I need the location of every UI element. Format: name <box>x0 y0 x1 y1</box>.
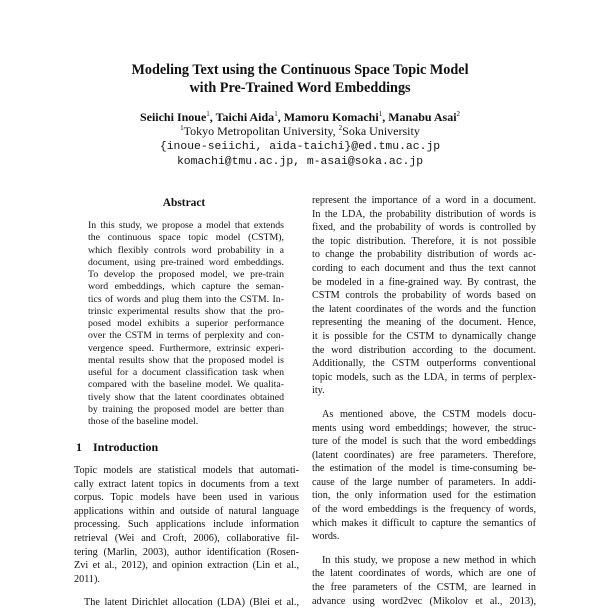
text-line: processing. Such applications include information <box>74 519 299 531</box>
text-line: tion, the only information used for the estimation <box>312 490 536 502</box>
text-line: of the word embeddings is the frequency of words, <box>312 504 536 516</box>
paragraph-gap <box>312 398 536 408</box>
text-line: 2011). <box>74 573 100 585</box>
text-line: (latent coordinates) are free parameters. Therefore, <box>312 449 536 461</box>
title-line-2: with Pre-Trained Word Embeddings <box>189 80 411 96</box>
affiliation-mark: 1 <box>378 110 383 118</box>
affiliations: $^1$Tokyo Metropolitan University, $^2$Soka University <box>180 124 420 138</box>
text-line: topic models, such as the LDA, in terms of perplex- <box>312 371 536 383</box>
text-line: cording to each document and thus the text cannot <box>312 262 536 274</box>
text-line: cause of the large number of parameters. In addi- <box>312 476 536 488</box>
text-line: In the LDA, the probability distribution of words is <box>312 208 536 220</box>
text-line: compared with the baseline model. We qualita- <box>88 379 284 391</box>
text-line: As mentioned above, the CSTM models docu- <box>322 408 536 420</box>
text-line: the free parameters of the CSTM, are learned in <box>312 582 536 594</box>
author-name: Taichi Aida <box>215 110 275 124</box>
text-line: represent the importance of a word in a document. <box>312 195 536 206</box>
affiliation-mark: 1 <box>274 110 278 118</box>
title-line-1: Modeling Text using the Continuous Space Topic Model <box>131 62 469 78</box>
section-number: 1 <box>76 440 82 454</box>
text-line: document, using pre-trained word embeddings. <box>88 256 284 268</box>
text-line: to change the probability distribution of words ac- <box>312 249 536 261</box>
text-line: retrieval (Wei and Croft, 2006), collaborative fil- <box>74 532 299 544</box>
text-line: trinsic experimental results show that the pro- <box>88 305 284 317</box>
text-line: Additionally, the CSTM outperforms conventional <box>312 358 536 370</box>
affiliation-mark: 1 <box>206 110 210 118</box>
text-line: over the CSTM in terms of perplexity and con- <box>88 330 284 342</box>
text-line: fixed, and the probability of words is controlled by <box>312 222 536 234</box>
text-line: the word distribution according to the document. <box>312 344 536 356</box>
text-line: tering (Marlin, 2003), author identification (Rosen- <box>74 546 299 558</box>
text-line: ments using word embeddings; however, the struc- <box>312 422 536 434</box>
abstract-heading: Abstract <box>162 197 206 209</box>
text-line: applications within and outside of natural language <box>74 505 299 517</box>
text-line: the topic distribution. Therefore, it is not possible <box>312 235 536 247</box>
email-line-2: komachi@tmu.ac.jp, m-asai@soka.ac.jp <box>176 156 424 168</box>
left-column-body <box>74 464 299 610</box>
text-line: representing the meaning of the document. Hence, <box>312 317 536 329</box>
text-line: the continuous space topic model (CSTM), <box>88 232 284 244</box>
section-title: Introduction <box>93 440 159 454</box>
text-line: by training the proposed model are better than <box>88 403 284 415</box>
paragraph-gap <box>74 586 299 596</box>
text-line: words. <box>312 531 340 543</box>
author-name: Seiichi Inoue <box>139 110 207 124</box>
text-line: advance using word2vec (Mikolov et al., 2013), <box>312 595 536 607</box>
paper-title <box>90 61 510 97</box>
text-line: CSTM controls the probability of words based on <box>312 290 536 302</box>
paragraph-gap <box>312 544 536 554</box>
text-line: it is possible for the CSTM to dynamically change <box>312 330 536 342</box>
author-name: Manabu Asai <box>388 110 457 124</box>
text-line: ity. <box>312 385 325 397</box>
section-heading-introduction <box>76 440 158 455</box>
abstract-body <box>88 220 284 428</box>
affiliation-2: Soka University <box>342 124 420 138</box>
affiliation-mark: 1 <box>180 124 184 132</box>
text-line: cally extract latent topics in documents from a text <box>74 478 299 490</box>
text-line: posed model exhibits a superior performance <box>88 318 284 329</box>
text-line: mental results show that the proposed model is <box>88 354 284 366</box>
right-column-body <box>312 194 536 608</box>
author-list: Seiichi Inoue$^1$, Taichi Aida$^1$, Mamoru Komachi$^1$, Manabu Asai$^2$ <box>139 110 461 124</box>
text-line: the latent coordinates of the words and the function <box>312 303 536 315</box>
text-line: Topic models are statistical models that automati- <box>74 465 299 476</box>
text-line: which makes it difficult to capture the semantics of <box>312 517 536 529</box>
affiliation-mark: 2 <box>338 124 343 132</box>
author-name: Mamoru Komachi <box>283 110 379 124</box>
text-line: which flexibly controls word probability in a <box>88 244 284 256</box>
text-line: those of the baseline model. <box>88 416 199 427</box>
text-line: corpus. Topic models have been used in various <box>74 492 299 504</box>
text-line: the latent coordinates of words, which are one of <box>312 568 536 580</box>
affiliation-1: Tokyo Metropolitan University <box>183 124 333 138</box>
affiliation-mark: 2 <box>456 110 461 118</box>
text-line: tics of words and plug them into the CSTM. In- <box>88 293 284 305</box>
text-line: The latent Dirichlet allocation (LDA) (Blei et al., <box>84 597 299 609</box>
text-line: tively show that the latent coordinates obtained <box>88 391 284 403</box>
text-line: In this study, we propose a new method in which <box>322 554 536 566</box>
text-line: ture of the model is such that the word embeddings <box>312 436 536 448</box>
text-line: vergence speed. Furthermore, extrinsic experi- <box>88 342 284 354</box>
email-line-1: {inoue-seiichi, aida-taichi}@ed.tmu.ac.jp <box>159 141 441 153</box>
text-line: word embeddings, which capture the seman- <box>88 281 284 293</box>
text-line: useful for a document classification task when <box>88 367 284 378</box>
text-line: Zvi et al., 2012), and opinion extraction (Lin et al., <box>74 560 299 572</box>
text-line: the estimation of the model is time-consuming be- <box>312 463 536 475</box>
text-line: be modeled in a fine-grained way. By contrast, the <box>312 276 536 288</box>
text-line: To develop the proposed model, we pre-train <box>88 269 284 280</box>
text-line: In this study, we propose a model that extends <box>88 220 284 231</box>
